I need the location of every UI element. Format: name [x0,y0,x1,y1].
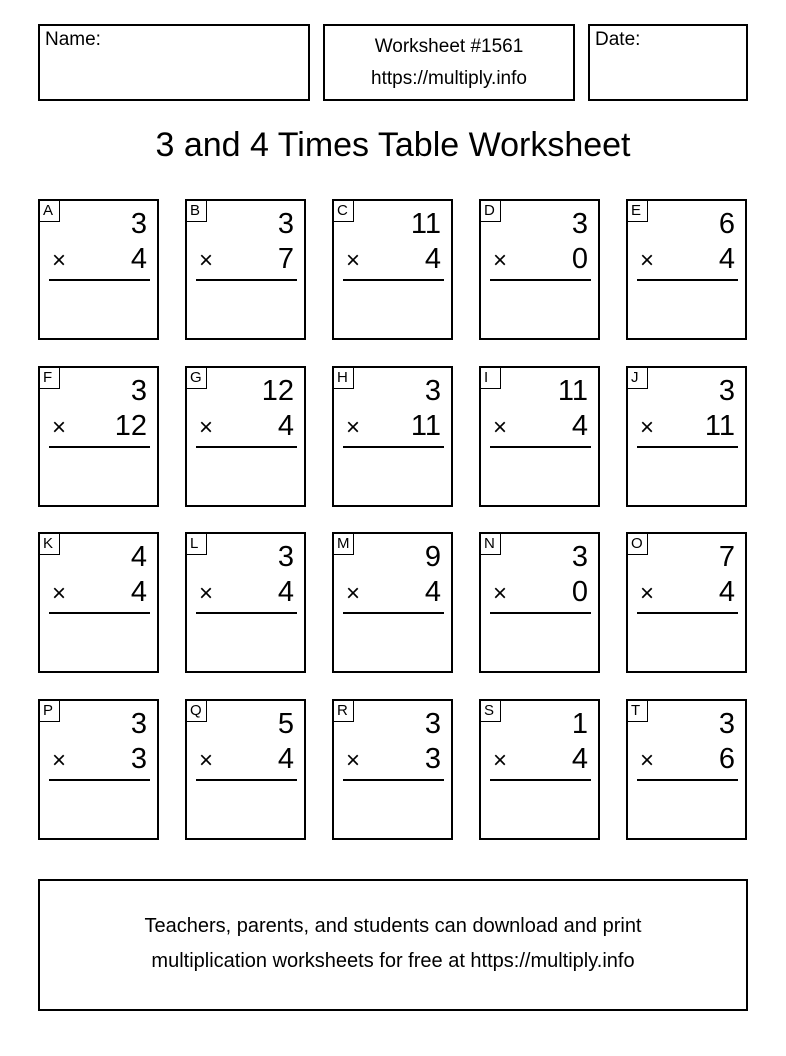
multiplicand: 11 [557,375,588,407]
date-field-box[interactable] [588,24,748,101]
multiply-sign: × [493,580,508,607]
multiplier: 0 [571,576,588,608]
multiplicand: 4 [130,541,147,573]
multiply-sign: × [199,747,214,774]
problem-l[interactable] [185,532,306,673]
answer-line [196,612,297,614]
multiply-sign: × [52,247,67,274]
answer-line [637,779,738,781]
problem-letter: O [628,534,648,555]
multiplicand: 12 [261,375,294,407]
problem-t[interactable] [626,699,747,840]
multiplier: 3 [130,743,147,775]
problem-letter: T [628,701,648,722]
multiply-sign: × [640,414,655,441]
multiplier: 4 [718,576,735,608]
multiplier: 4 [571,410,588,442]
multiply-sign: × [640,747,655,774]
answer-line [637,446,738,448]
problem-letter: N [481,534,501,555]
multiplier: 4 [718,243,735,275]
answer-line [490,612,591,614]
problem-f[interactable] [38,366,159,507]
multiply-sign: × [493,414,508,441]
problem-letter: I [481,368,501,389]
problem-letter: B [187,201,207,222]
multiplicand: 5 [277,708,294,740]
multiplicand: 3 [130,208,147,240]
answer-line [196,279,297,281]
multiplicand: 6 [718,208,735,240]
multiplier: 11 [704,410,735,442]
problem-letter: L [187,534,207,555]
answer-line [196,446,297,448]
problem-m[interactable] [332,532,453,673]
problem-d[interactable] [479,199,600,340]
multiply-sign: × [346,414,361,441]
problem-n[interactable] [479,532,600,673]
multiply-sign: × [52,414,67,441]
multiply-sign: × [199,580,214,607]
multiply-sign: × [346,580,361,607]
worksheet-url: https://multiply.info [371,68,527,89]
multiplier: 4 [277,743,294,775]
date-label: Date: [595,29,641,50]
multiplicand: 3 [424,375,441,407]
multiply-sign: × [640,247,655,274]
multiply-sign: × [493,247,508,274]
multiplicand: 3 [571,541,588,573]
multiplicand: 11 [410,208,441,240]
footer-line-1: Teachers, parents, and students can download and print [144,915,642,937]
answer-line [343,279,444,281]
multiplier: 11 [410,410,441,442]
problem-letter: K [40,534,60,555]
problem-letter: P [40,701,60,722]
worksheet-info-box [323,24,575,101]
name-field-box[interactable] [38,24,310,101]
multiplier: 0 [571,243,588,275]
multiplier: 12 [114,410,147,442]
multiplier: 6 [718,743,735,775]
multiplicand: 3 [424,708,441,740]
multiplicand: 9 [424,541,441,573]
answer-line [343,779,444,781]
answer-line [343,446,444,448]
problem-a[interactable] [38,199,159,340]
problem-j[interactable] [626,366,747,507]
answer-line [637,612,738,614]
answer-line [637,279,738,281]
problem-letter: Q [187,701,207,722]
answer-line [49,279,150,281]
multiply-sign: × [199,247,214,274]
answer-line [49,446,150,448]
problem-k[interactable] [38,532,159,673]
answer-line [49,612,150,614]
multiplicand: 1 [571,708,588,740]
problem-o[interactable] [626,532,747,673]
problem-i[interactable] [479,366,600,507]
multiply-sign: × [52,580,67,607]
multiplier: 7 [277,243,294,275]
worksheet-number: Worksheet #1561 [374,36,524,57]
problem-g[interactable] [185,366,306,507]
answer-line [490,446,591,448]
multiplier: 4 [130,576,147,608]
problem-c[interactable] [332,199,453,340]
multiply-sign: × [346,747,361,774]
multiply-sign: × [493,747,508,774]
problem-s[interactable] [479,699,600,840]
multiplier: 4 [130,243,147,275]
multiply-sign: × [640,580,655,607]
problem-letter: D [481,201,501,222]
answer-line [490,779,591,781]
multiplier: 4 [277,576,294,608]
problem-e[interactable] [626,199,747,340]
footer-line-2: multiplication worksheets for free at https://multiply.info [151,950,635,972]
problem-q[interactable] [185,699,306,840]
multiply-sign: × [199,414,214,441]
multiplicand: 3 [718,708,735,740]
problem-p[interactable] [38,699,159,840]
problem-letter: M [334,534,354,555]
page-title: 3 and 4 Times Table Worksheet [155,126,631,164]
name-label: Name: [45,29,101,50]
problem-letter: G [187,368,207,389]
answer-line [49,779,150,781]
multiplier: 4 [277,410,294,442]
multiplicand: 3 [571,208,588,240]
multiplicand: 3 [130,708,147,740]
multiplier: 4 [424,576,441,608]
multiplicand: 3 [277,541,294,573]
problem-letter: A [40,201,60,222]
multiplier: 3 [424,743,441,775]
answer-line [343,612,444,614]
problem-letter: R [334,701,354,722]
problem-letter: J [628,368,648,389]
problem-letter: E [628,201,648,222]
problem-letter: S [481,701,501,722]
problem-r[interactable] [332,699,453,840]
problem-letter: C [334,201,354,222]
problem-b[interactable] [185,199,306,340]
multiplicand: 7 [718,541,735,573]
multiply-sign: × [346,247,361,274]
answer-line [490,279,591,281]
multiply-sign: × [52,747,67,774]
problem-h[interactable] [332,366,453,507]
multiplicand: 3 [718,375,735,407]
problem-letter: F [40,368,60,389]
multiplier: 4 [424,243,441,275]
answer-line [196,779,297,781]
problem-letter: H [334,368,354,389]
multiplier: 4 [571,743,588,775]
footer-box [38,879,748,1011]
multiplicand: 3 [277,208,294,240]
multiplicand: 3 [130,375,147,407]
